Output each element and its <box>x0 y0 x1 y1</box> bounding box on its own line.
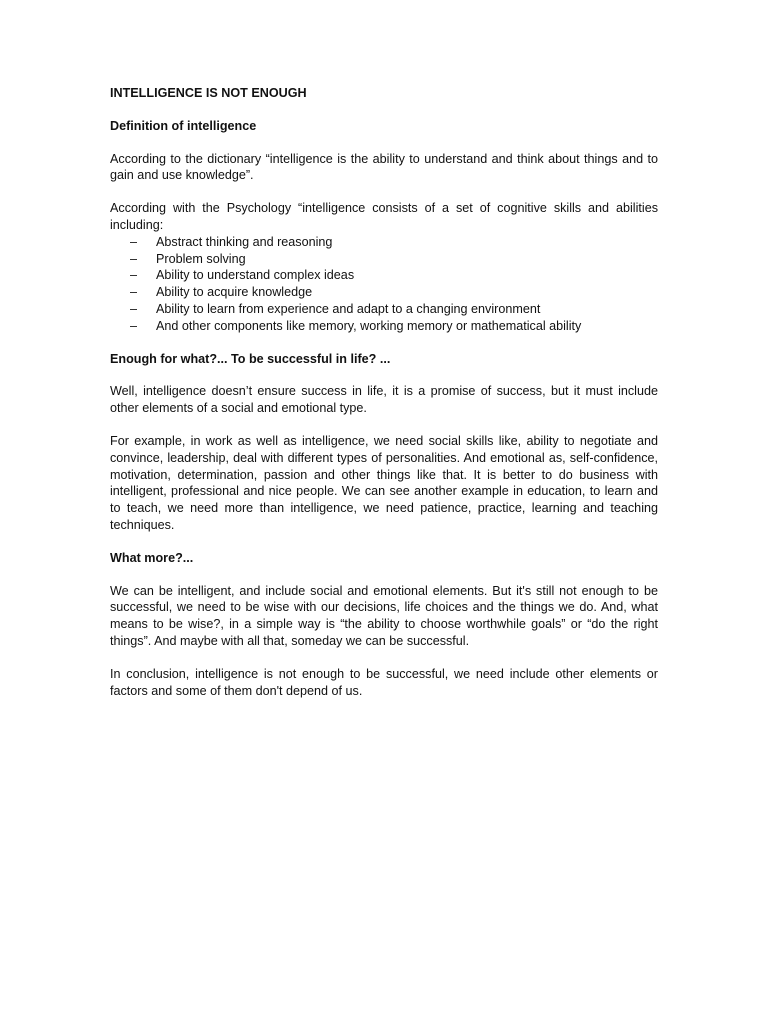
paragraph-conclusion: In conclusion, intelligence is not enough to be successful, we need include other elements or factors and some of them don't depend of us. <box>110 666 658 698</box>
list-item <box>110 284 658 301</box>
list-item-text: Ability to acquire knowledge <box>156 285 313 300</box>
list-item <box>110 251 658 268</box>
paragraph-dictionary: According to the dictionary “intelligence is the ability to understand and think about things and to gain and use knowledge”. <box>110 151 658 183</box>
abilities-list <box>110 234 658 335</box>
section-heading-definition: Definition of intelligence <box>110 118 257 133</box>
dash-bullet-icon: – <box>130 234 138 249</box>
list-item <box>110 234 658 251</box>
section-heading-enough: Enough for what?... To be successful in life? ... <box>110 351 391 366</box>
paragraph-well: Well, intelligence doesn’t ensure success in life, it is a promise of success, but it must include other elements of a social and emotional type. <box>110 384 658 416</box>
list-item <box>110 301 658 318</box>
dash-bullet-icon: – <box>130 251 138 266</box>
list-item-text: Ability to learn from experience and adapt to a changing environment <box>156 301 541 316</box>
paragraph-wise: We can be intelligent, and include social and emotional elements. But it's still not enough to be successful, we need to be wise with our decisions, life choices and the things we do. And, what means to be wise?, in a simple way is “the ability to choose worthwhile goals” or “do the right things”. And maybe with all that, someday we can be successful. <box>110 583 658 648</box>
dash-bullet-icon: – <box>130 285 138 300</box>
list-item-text: Problem solving <box>156 251 246 266</box>
list-item-text: And other components like memory, working memory or mathematical ability <box>156 318 582 333</box>
dash-bullet-icon: – <box>130 318 138 333</box>
dash-bullet-icon: – <box>130 301 138 316</box>
document-body <box>110 85 658 715</box>
section-heading-what-more: What more?... <box>110 550 194 565</box>
list-item-text: Abstract thinking and reasoning <box>156 234 333 249</box>
paragraph-example: For example, in work as well as intelligence, we need social skills like, ability to negotiate and convince, leadership, deal with different types of personalities. And emotional as, self-confidence, motivation, determination, passion and other things like that. It is better to do business with intelligent, professional and nice people. We can see another example in education, to learn and to teach, we need more than intelligence, we need patience, practice, learning and teaching techniques. <box>110 433 658 532</box>
list-item <box>110 318 658 335</box>
document-title: INTELLIGENCE IS NOT ENOUGH <box>110 86 307 100</box>
list-item-text: Ability to understand complex ideas <box>156 268 355 283</box>
dash-bullet-icon: – <box>130 268 138 283</box>
list-item <box>110 267 658 284</box>
paragraph-psychology: According with the Psychology “intelligence consists of a set of cognitive skills and abilities including: <box>110 201 658 232</box>
